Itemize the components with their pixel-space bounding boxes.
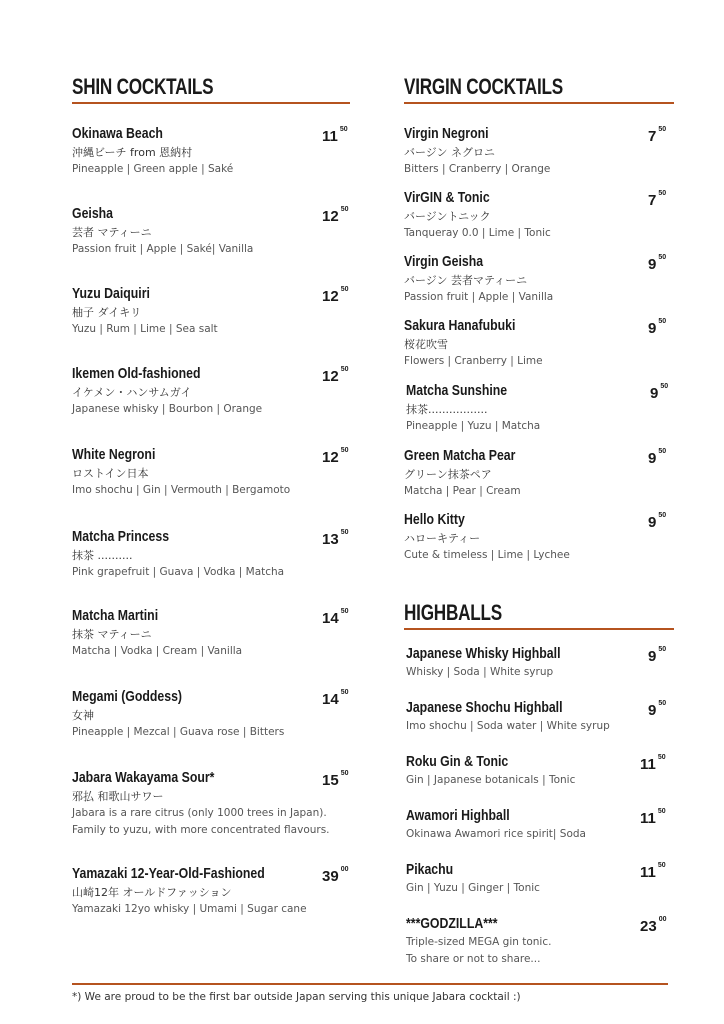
- item-price: 9 $^{50}$: [648, 700, 667, 719]
- menu-item-godzilla: [406, 914, 551, 968]
- menu-item-pikachu: [406, 860, 540, 897]
- menu-item-virgin-negroni: [404, 124, 550, 178]
- item-price: 9 $^{50}$: [650, 383, 669, 402]
- item-name: Geisha: [72, 205, 114, 222]
- item-price: 11 $^{50}$: [322, 126, 348, 145]
- item-price: 15 $^{50}$: [322, 770, 349, 789]
- virgin-cocktails-heading: VIRGIN COCKTAILS: [404, 74, 563, 99]
- item-price: 12 $^{50}$: [322, 366, 349, 385]
- item-ingredients: Imo shochu | Gin | Vermouth | Bergamoto: [72, 484, 291, 496]
- item-japanese-name: 抹茶.................: [406, 403, 488, 416]
- item-price: 14 $^{50}$: [322, 608, 349, 627]
- item-ingredients: Japanese whisky | Bourbon | Orange: [72, 403, 263, 415]
- menu-item-matcha-sunshine: [406, 381, 540, 435]
- item-price: 9 $^{50}$: [648, 254, 667, 273]
- item-name: White Negroni: [72, 446, 156, 463]
- item-ingredients: Pineapple | Green apple | Saké: [72, 163, 234, 175]
- item-ingredients: Passion fruit | Apple | Vanilla: [404, 291, 554, 303]
- item-price: 23 $^{00}$: [640, 916, 667, 935]
- item-name: Hello Kitty: [404, 511, 465, 528]
- item-price: 7 $^{50}$: [648, 126, 667, 145]
- menu-item-japanese-whisky-highball: [406, 644, 594, 681]
- item-name: Roku Gin & Tonic: [406, 753, 509, 770]
- item-ingredients: Whisky | Soda | White syrup: [406, 666, 554, 678]
- item-ingredients: Imo shochu | Soda water | White syrup: [406, 720, 610, 732]
- item-price: 11 $^{50}$: [640, 754, 666, 773]
- item-price: 11 $^{50}$: [640, 808, 666, 827]
- item-ingredients: Pineapple | Yuzu | Matcha: [406, 420, 541, 432]
- menu-item-okinawa-beach: [72, 124, 233, 178]
- item-name: Awamori Highball: [406, 807, 510, 824]
- item-price: 39 $^{00}$: [322, 866, 349, 885]
- item-japanese-name: バージントニック: [404, 210, 491, 223]
- item-name: Megami (Goddess): [72, 688, 183, 705]
- item-name: ***GODZILLA***: [406, 915, 498, 932]
- item-ingredients: Matcha | Pear | Cream: [404, 485, 521, 497]
- item-japanese-name: 芸者 マティーニ: [72, 226, 152, 239]
- item-japanese-name: グリーン抹茶ペア: [404, 468, 492, 481]
- item-japanese-name: 女神: [72, 709, 94, 722]
- item-japanese-name: バージン ネグロニ: [404, 146, 496, 159]
- item-name: Ikemen Old-fashioned: [72, 365, 201, 382]
- menu-item-virgin-geisha: [404, 252, 553, 306]
- item-name: Okinawa Beach: [72, 125, 163, 142]
- item-description: Triple-sized MEGA gin tonic.: [406, 936, 552, 948]
- item-name: Japanese Shochu Highball: [406, 699, 563, 716]
- item-japanese-name: ロストイン日本: [72, 467, 149, 480]
- item-price: 12 $^{50}$: [322, 286, 349, 305]
- item-price: 12 $^{50}$: [322, 447, 349, 466]
- item-name: Sakura Hanafubuki: [404, 317, 516, 334]
- item-price: 12 $^{50}$: [322, 206, 349, 225]
- item-ingredients: Cute & timeless | Lime | Lychee: [404, 549, 570, 561]
- menu-item-hello-kitty: [404, 510, 570, 564]
- virgin-cocktails-divider: [404, 102, 674, 104]
- menu-item-matcha-martini: [72, 606, 242, 660]
- item-name: Matcha Sunshine: [406, 382, 508, 399]
- footnote: *) We are proud to be the first bar outside Japan serving this unique Jabara cocktail :): [72, 991, 521, 1003]
- item-name: Virgin Negroni: [404, 125, 489, 142]
- item-name: Matcha Princess: [72, 528, 170, 545]
- item-description: Jabara is a rare citrus (only 1000 trees in Japan).: [72, 807, 327, 819]
- shin-cocktails-divider: [72, 102, 350, 104]
- menu-item-matcha-princess: [72, 527, 284, 581]
- item-name: Jabara Wakayama Sour*: [72, 769, 215, 786]
- item-name: Yamazaki 12-Year-Old-Fashioned: [72, 865, 265, 882]
- item-name: Matcha Martini: [72, 607, 159, 624]
- footer-divider: [72, 983, 668, 985]
- highballs-heading: HIGHBALLS: [404, 600, 502, 625]
- item-japanese-name: 邪払 和歌山サワー: [72, 790, 164, 803]
- item-description-line-2: Family to yuzu, with more concentrated flavours.: [72, 824, 330, 836]
- shin-cocktails-heading: SHIN COCKTAILS: [72, 74, 214, 99]
- item-name: Yuzu Daiquiri: [72, 285, 150, 302]
- menu-item-jabara-wakayama-sour: [72, 768, 330, 839]
- item-name: VirGIN & Tonic: [404, 189, 490, 206]
- menu-item-virgin-and-tonic: [404, 188, 551, 242]
- item-name: Japanese Whisky Highball: [406, 645, 561, 662]
- item-japanese-name: 柚子 ダイキリ: [72, 306, 142, 319]
- item-price: 9 $^{50}$: [648, 512, 667, 531]
- item-japanese-name: 沖縄ビーチ from 恩納村: [72, 146, 193, 159]
- item-ingredients: Matcha | Vodka | Cream | Vanilla: [72, 645, 243, 657]
- item-ingredients: Passion fruit | Apple | Saké| Vanilla: [72, 243, 254, 255]
- menu-item-yamazaki-old-fashioned: [72, 864, 307, 918]
- item-ingredients: Bitters | Cranberry | Orange: [404, 163, 551, 175]
- menu-item-sakura-hanafubuki: [404, 316, 543, 370]
- menu-item-yuzu-daiquiri: [72, 284, 218, 338]
- item-name: Green Matcha Pear: [404, 447, 516, 464]
- item-ingredients: Yuzu | Rum | Lime | Sea salt: [72, 323, 218, 335]
- item-price: 7 $^{50}$: [648, 190, 667, 209]
- item-price: 9 $^{50}$: [648, 646, 667, 665]
- item-japanese-name: 抹茶 マティーニ: [72, 628, 152, 641]
- menu-item-japanese-shochu-highball: [406, 698, 610, 735]
- item-japanese-name: ハローキティー: [404, 532, 481, 545]
- item-ingredients: Flowers | Cranberry | Lime: [404, 355, 543, 367]
- item-price: 9 $^{50}$: [648, 318, 667, 337]
- item-japanese-name: 桜花吹雪: [404, 338, 448, 351]
- highballs-divider: [404, 628, 674, 630]
- menu-item-megami: [72, 687, 284, 741]
- item-price: 11 $^{50}$: [640, 862, 666, 881]
- item-price: 9 $^{50}$: [648, 448, 667, 467]
- menu-item-green-matcha-pear: [404, 446, 540, 500]
- item-japanese-name: イケメン・ハンサムガイ: [72, 386, 192, 399]
- item-ingredients: Pink grapefruit | Guava | Vodka | Matcha: [72, 566, 285, 578]
- item-price: 14 $^{50}$: [322, 689, 349, 708]
- item-ingredients: Tanqueray 0.0 | Lime | Tonic: [404, 227, 551, 239]
- menu-item-ikemen-old-fashioned: [72, 364, 262, 418]
- item-name: Virgin Geisha: [404, 253, 484, 270]
- menu-item-awamori-highball: [406, 806, 586, 843]
- menu-item-geisha: [72, 204, 253, 258]
- item-ingredients: Okinawa Awamori rice spirit| Soda: [406, 828, 586, 840]
- item-ingredients: Gin | Japanese botanicals | Tonic: [406, 774, 576, 786]
- item-ingredients: Gin | Yuzu | Ginger | Tonic: [406, 882, 540, 894]
- item-ingredients: Pineapple | Mezcal | Guava rose | Bitters: [72, 726, 285, 738]
- item-price: 13 $^{50}$: [322, 529, 349, 548]
- menu-item-roku-gin-tonic: [406, 752, 575, 789]
- item-japanese-name: バージン 芸者マティーニ: [404, 274, 528, 287]
- item-name: Pikachu: [406, 861, 454, 878]
- item-japanese-name: 山崎12年 オールドファッション: [72, 886, 232, 899]
- item-description-line-2: To share or not to share...: [406, 953, 541, 965]
- menu-item-white-negroni: [72, 445, 290, 499]
- item-japanese-name: 抹茶 ..........: [72, 549, 133, 562]
- item-ingredients: Yamazaki 12yo whisky | Umami | Sugar cane: [72, 903, 307, 915]
